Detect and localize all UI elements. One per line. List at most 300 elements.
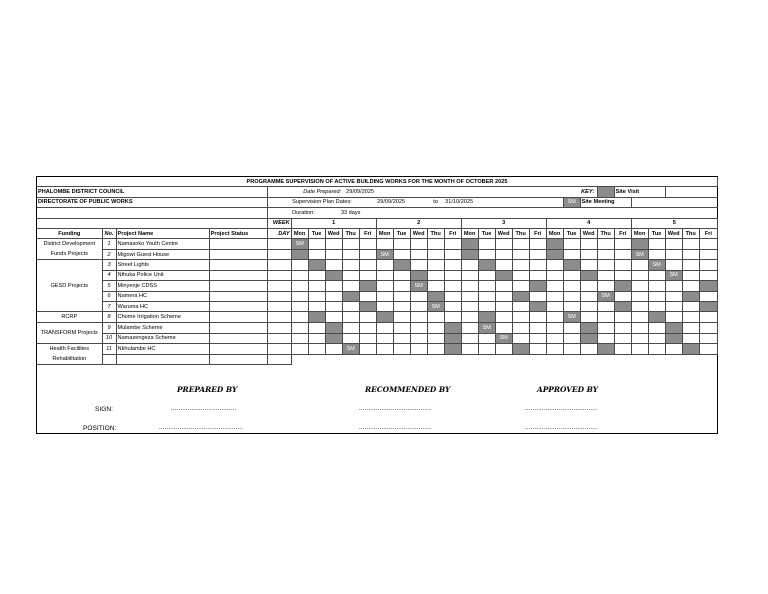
- project-name: Namera HC: [116, 291, 209, 301]
- schedule-cell: [682, 323, 699, 333]
- schedule-cell: [325, 281, 342, 291]
- schedule-cell: [376, 333, 393, 343]
- council-name: PHALOMBE DISTRICT COUNCIL: [37, 187, 267, 197]
- schedule-cell: [546, 270, 563, 280]
- schedule-table: [37, 177, 718, 365]
- schedule-cell: [461, 333, 478, 343]
- day-header-thu: Thu: [342, 228, 359, 238]
- schedule-cell: [427, 270, 444, 280]
- schedule-cell: [614, 249, 631, 260]
- schedule-cell: [461, 291, 478, 301]
- schedule-cell: [529, 291, 546, 301]
- schedule-cell: [614, 312, 631, 323]
- schedule-cell: [563, 333, 580, 343]
- site-visit-cell: [512, 291, 529, 301]
- project-number: 10: [102, 333, 116, 343]
- schedule-cell: [597, 249, 614, 260]
- schedule-cell: [529, 312, 546, 323]
- funding-group-line: District Development: [43, 241, 96, 248]
- schedule-cell: [631, 344, 648, 355]
- schedule-cell: [597, 260, 614, 270]
- site-visit-cell: [614, 301, 631, 311]
- schedule-cell: [393, 344, 410, 355]
- site-meeting-cell: SM: [631, 249, 648, 260]
- week-header-4: 4: [546, 218, 631, 228]
- schedule-cell: [614, 333, 631, 343]
- site-visit-cell: [325, 323, 342, 333]
- schedule-cell: [478, 344, 495, 355]
- plan-dates-label: Supervision Plan Dates:: [291, 197, 376, 207]
- day-spacer: [267, 270, 291, 280]
- schedule-cell: [631, 312, 648, 323]
- project-number: 3: [102, 260, 116, 270]
- schedule-cell: [580, 239, 597, 250]
- supervision-sheet: [36, 176, 718, 434]
- project-row: [37, 344, 718, 355]
- site-visit-cell: [427, 291, 444, 301]
- day-header-thu: Thu: [427, 228, 444, 238]
- project-name: Minyenje CDSS: [116, 281, 209, 291]
- project-status: [209, 291, 267, 301]
- schedule-cell: [563, 281, 580, 291]
- schedule-cell: [699, 323, 717, 333]
- schedule-cell: [478, 270, 495, 280]
- schedule-cell: [546, 344, 563, 355]
- project-status: [209, 239, 267, 250]
- schedule-cell: [648, 323, 665, 333]
- schedule-cell: [529, 239, 546, 250]
- schedule-cell: [461, 281, 478, 291]
- schedule-cell: [376, 344, 393, 355]
- site-visit-cell: [665, 323, 682, 333]
- week-header-2: 2: [376, 218, 461, 228]
- day-spacer: [267, 281, 291, 291]
- schedule-cell: [563, 249, 580, 260]
- project-status: [209, 301, 267, 311]
- site-meeting-cell: SM: [376, 249, 393, 260]
- schedule-cell: [597, 312, 614, 323]
- schedule-cell: [665, 239, 682, 250]
- site-visit-cell: [342, 291, 359, 301]
- project-row: [37, 333, 718, 343]
- schedule-cell: [665, 301, 682, 311]
- recommended-by-heading: RECOMMENDED BY: [365, 385, 451, 394]
- day-spacer: [267, 260, 291, 270]
- schedule-cell: [393, 239, 410, 250]
- project-name: Mulambe Scheme: [116, 323, 209, 333]
- schedule-cell: [376, 323, 393, 333]
- duration-value: 33 days: [325, 208, 376, 218]
- schedule-cell: [359, 323, 376, 333]
- schedule-cell: [393, 281, 410, 291]
- duration-label: Duration:: [291, 208, 325, 218]
- site-visit-cell: [410, 270, 427, 280]
- schedule-cell: [478, 239, 495, 250]
- schedule-cell: [325, 301, 342, 311]
- prepared-by-heading: PREPARED BY: [177, 385, 238, 394]
- schedule-cell: [648, 291, 665, 301]
- key-site-visit-label: Site Visit: [614, 187, 665, 197]
- schedule-cell: [393, 291, 410, 301]
- project-status: [209, 344, 267, 355]
- site-visit-cell: [614, 281, 631, 291]
- schedule-cell: [325, 260, 342, 270]
- schedule-cell: [631, 291, 648, 301]
- schedule-cell: [393, 270, 410, 280]
- project-status: [209, 312, 267, 323]
- site-visit-cell: [580, 323, 597, 333]
- project-row: [37, 291, 718, 301]
- site-visit-cell: [444, 323, 461, 333]
- schedule-cell: [529, 323, 546, 333]
- schedule-cell: [427, 333, 444, 343]
- schedule-cell: [648, 270, 665, 280]
- schedule-cell: [512, 312, 529, 323]
- schedule-cell: [478, 301, 495, 311]
- date-prepared-label: Date Prepared:: [291, 187, 342, 197]
- project-status: [209, 260, 267, 270]
- schedule-cell: [529, 270, 546, 280]
- schedule-cell: [393, 301, 410, 311]
- approved-sign-line: .......................................: [525, 406, 598, 412]
- funding-group: RCRP: [37, 312, 102, 323]
- schedule-cell: [325, 291, 342, 301]
- schedule-cell: [546, 333, 563, 343]
- schedule-cell: [580, 344, 597, 355]
- site-visit-cell: [393, 260, 410, 270]
- schedule-cell: [342, 260, 359, 270]
- week-header-5: 5: [631, 218, 717, 228]
- schedule-cell: [291, 333, 308, 343]
- schedule-cell: [291, 260, 308, 270]
- site-visit-cell: [529, 281, 546, 291]
- project-number: 2: [102, 249, 116, 260]
- site-visit-cell: [546, 239, 563, 250]
- schedule-cell: [427, 239, 444, 250]
- day-label: DAY: [267, 228, 291, 238]
- schedule-cell: [631, 270, 648, 280]
- schedule-cell: [597, 333, 614, 343]
- day-header-wed: Wed: [580, 228, 597, 238]
- site-visit-cell: [648, 312, 665, 323]
- schedule-cell: [308, 333, 325, 343]
- project-number: 7: [102, 301, 116, 311]
- schedule-cell: [563, 323, 580, 333]
- site-meeting-cell: SM: [665, 270, 682, 280]
- recommended-sign-line: .......................................: [359, 406, 432, 412]
- schedule-cell: [580, 281, 597, 291]
- schedule-cell: [325, 239, 342, 250]
- schedule-cell: [631, 260, 648, 270]
- schedule-cell: [495, 291, 512, 301]
- site-meeting-cell: SM: [495, 333, 512, 343]
- schedule-cell: [699, 291, 717, 301]
- schedule-cell: [648, 239, 665, 250]
- schedule-cell: [580, 291, 597, 301]
- schedule-cell: [444, 301, 461, 311]
- schedule-cell: [308, 239, 325, 250]
- schedule-cell: [376, 260, 393, 270]
- schedule-cell: [359, 312, 376, 323]
- schedule-cell: [291, 270, 308, 280]
- site-visit-cell: [478, 312, 495, 323]
- schedule-cell: [495, 281, 512, 291]
- site-visit-cell: [580, 333, 597, 343]
- schedule-cell: [512, 260, 529, 270]
- schedule-cell: [512, 249, 529, 260]
- prepared-position-line: .............................................: [159, 425, 244, 431]
- project-number: 11: [102, 344, 116, 355]
- project-name: Migowi Guest House: [116, 249, 209, 260]
- day-header-tue: Tue: [478, 228, 495, 238]
- site-visit-cell: [699, 281, 717, 291]
- schedule-cell: [648, 344, 665, 355]
- schedule-cell: [393, 249, 410, 260]
- site-visit-cell: [325, 333, 342, 343]
- schedule-cell: [563, 270, 580, 280]
- schedule-cell: [614, 270, 631, 280]
- site-visit-cell: [308, 312, 325, 323]
- schedule-cell: [614, 344, 631, 355]
- schedule-cell: [546, 301, 563, 311]
- day-header-fri: Fri: [444, 228, 461, 238]
- schedule-cell: [359, 249, 376, 260]
- schedule-cell: [325, 312, 342, 323]
- schedule-cell: [410, 312, 427, 323]
- site-visit-cell: [682, 291, 699, 301]
- day-spacer: [267, 323, 291, 333]
- schedule-cell: [665, 312, 682, 323]
- day-spacer: [267, 249, 291, 260]
- schedule-cell: [682, 333, 699, 343]
- project-row: [37, 281, 718, 291]
- key-site-meeting-swatch: SM: [563, 197, 580, 207]
- schedule-cell: [461, 301, 478, 311]
- schedule-cell: [665, 260, 682, 270]
- project-status: [209, 281, 267, 291]
- plan-date-to: 31/10/2025: [444, 197, 495, 207]
- schedule-cell: [648, 281, 665, 291]
- site-visit-cell: [308, 260, 325, 270]
- project-name: Namazengeza Scheme: [116, 333, 209, 343]
- schedule-cell: [410, 333, 427, 343]
- recommended-position-line: .......................................: [359, 425, 432, 431]
- day-header-tue: Tue: [563, 228, 580, 238]
- schedule-cell: [682, 249, 699, 260]
- schedule-cell: [648, 301, 665, 311]
- project-name: Street Lights: [116, 260, 209, 270]
- day-header-fri: Fri: [699, 228, 717, 238]
- schedule-cell: [580, 301, 597, 311]
- key-site-visit-swatch: [597, 187, 614, 197]
- funding-group: [37, 239, 102, 260]
- day-header-tue: Tue: [393, 228, 410, 238]
- schedule-cell: [597, 281, 614, 291]
- funding-group-line: Funds Projects: [50, 251, 88, 258]
- site-visit-cell: [495, 270, 512, 280]
- schedule-cell: [512, 281, 529, 291]
- schedule-cell: [699, 333, 717, 343]
- key-label: KEY:: [580, 187, 597, 197]
- project-number: 6: [102, 291, 116, 301]
- schedule-cell: [665, 281, 682, 291]
- site-visit-cell: [512, 344, 529, 355]
- schedule-cell: [699, 344, 717, 355]
- site-meeting-cell: SM: [478, 323, 495, 333]
- schedule-cell: [580, 312, 597, 323]
- schedule-cell: [359, 239, 376, 250]
- schedule-cell: [342, 249, 359, 260]
- project-name: Nkhulambe HC: [116, 344, 209, 355]
- schedule-cell: [427, 344, 444, 355]
- site-visit-cell: [359, 301, 376, 311]
- day-header-fri: Fri: [529, 228, 546, 238]
- schedule-cell: [427, 249, 444, 260]
- schedule-cell: [512, 239, 529, 250]
- day-header-mon: Mon: [631, 228, 648, 238]
- schedule-cell: [410, 260, 427, 270]
- site-visit-cell: [699, 301, 717, 311]
- site-visit-cell: [580, 270, 597, 280]
- schedule-cell: [682, 239, 699, 250]
- schedule-cell: [699, 260, 717, 270]
- schedule-cell: [342, 323, 359, 333]
- schedule-cell: [512, 301, 529, 311]
- schedule-cell: [461, 270, 478, 280]
- day-header-fri: Fri: [359, 228, 376, 238]
- key-site-meeting-label: Site Meeting: [580, 197, 631, 207]
- schedule-cell: [546, 323, 563, 333]
- schedule-cell: [682, 270, 699, 280]
- site-visit-cell: [359, 281, 376, 291]
- schedule-cell: [325, 344, 342, 355]
- schedule-cell: [512, 333, 529, 343]
- site-visit-cell: [597, 344, 614, 355]
- schedule-cell: [648, 249, 665, 260]
- schedule-cell: [529, 333, 546, 343]
- schedule-cell: [444, 270, 461, 280]
- site-visit-cell: [631, 239, 648, 250]
- day-header-thu: Thu: [682, 228, 699, 238]
- schedule-cell: [410, 344, 427, 355]
- schedule-cell: [308, 301, 325, 311]
- schedule-cell: [427, 312, 444, 323]
- schedule-cell: [580, 260, 597, 270]
- site-visit-cell: [682, 344, 699, 355]
- project-name: Nthuka Police Unit: [116, 270, 209, 280]
- schedule-cell: [512, 323, 529, 333]
- schedule-cell: [495, 239, 512, 250]
- project-status-header: Project Status: [209, 228, 267, 238]
- schedule-cell: [495, 260, 512, 270]
- site-visit-cell: [461, 239, 478, 250]
- schedule-cell: [342, 312, 359, 323]
- schedule-cell: [410, 239, 427, 250]
- day-header-mon: Mon: [461, 228, 478, 238]
- day-spacer: [267, 301, 291, 311]
- schedule-cell: [665, 344, 682, 355]
- schedule-cell: [291, 281, 308, 291]
- schedule-cell: [512, 270, 529, 280]
- site-meeting-cell: SM: [342, 344, 359, 355]
- schedule-cell: [665, 249, 682, 260]
- schedule-cell: [308, 270, 325, 280]
- schedule-cell: [648, 333, 665, 343]
- site-meeting-cell: SM: [427, 301, 444, 311]
- schedule-cell: [682, 312, 699, 323]
- day-header-fri: Fri: [614, 228, 631, 238]
- position-label: POSITION:: [83, 425, 117, 432]
- schedule-cell: [529, 260, 546, 270]
- schedule-cell: [529, 249, 546, 260]
- directorate-name: DIRECTORATE OF PUBLIC WORKS: [37, 197, 267, 207]
- schedule-cell: [427, 281, 444, 291]
- day-header-thu: Thu: [512, 228, 529, 238]
- project-row: [37, 270, 718, 280]
- project-name: Chome Irrigation Scheme: [116, 312, 209, 323]
- project-name-header: Project Name: [116, 228, 209, 238]
- site-meeting-cell: SM: [291, 239, 308, 250]
- site-meeting-cell: SM: [563, 312, 580, 323]
- schedule-cell: [308, 291, 325, 301]
- schedule-cell: [359, 260, 376, 270]
- project-number: 5: [102, 281, 116, 291]
- funding-group: GESD Projects: [37, 260, 102, 312]
- schedule-cell: [546, 260, 563, 270]
- project-status: [209, 323, 267, 333]
- schedule-cell: [495, 312, 512, 323]
- site-visit-cell: [291, 249, 308, 260]
- schedule-cell: [359, 344, 376, 355]
- schedule-cell: [699, 270, 717, 280]
- schedule-cell: [461, 344, 478, 355]
- project-row: [37, 260, 718, 270]
- prepared-sign-line: ...................................: [171, 406, 237, 412]
- day-header-wed: Wed: [665, 228, 682, 238]
- schedule-cell: [444, 281, 461, 291]
- project-number: 1: [102, 239, 116, 250]
- schedule-cell: [461, 323, 478, 333]
- site-meeting-cell: SM: [648, 260, 665, 270]
- schedule-cell: [444, 291, 461, 301]
- site-meeting-cell: SM: [597, 291, 614, 301]
- schedule-cell: [546, 312, 563, 323]
- schedule-cell: [342, 301, 359, 311]
- schedule-cell: [546, 281, 563, 291]
- site-visit-cell: [376, 312, 393, 323]
- schedule-cell: [597, 239, 614, 250]
- day-spacer: [267, 344, 291, 355]
- schedule-cell: [325, 249, 342, 260]
- schedule-cell: [444, 239, 461, 250]
- funding-group: TRANSFORM Projects: [37, 323, 102, 344]
- schedule-cell: [461, 260, 478, 270]
- schedule-cell: [342, 270, 359, 280]
- schedule-cell: [291, 323, 308, 333]
- schedule-cell: [682, 281, 699, 291]
- schedule-cell: [631, 333, 648, 343]
- schedule-cell: [580, 249, 597, 260]
- day-header-mon: Mon: [291, 228, 308, 238]
- project-name: Namasoko Youth Centre: [116, 239, 209, 250]
- site-visit-cell: [325, 270, 342, 280]
- sheet-title: PROGRAMME SUPERVISION OF ACTIVE BUILDING WORKS FOR THE MONTH OF OCTOBER 2025: [37, 177, 718, 187]
- schedule-cell: [614, 239, 631, 250]
- schedule-cell: [410, 301, 427, 311]
- site-visit-cell: [478, 260, 495, 270]
- schedule-cell: [478, 333, 495, 343]
- no-header: No.: [102, 228, 116, 238]
